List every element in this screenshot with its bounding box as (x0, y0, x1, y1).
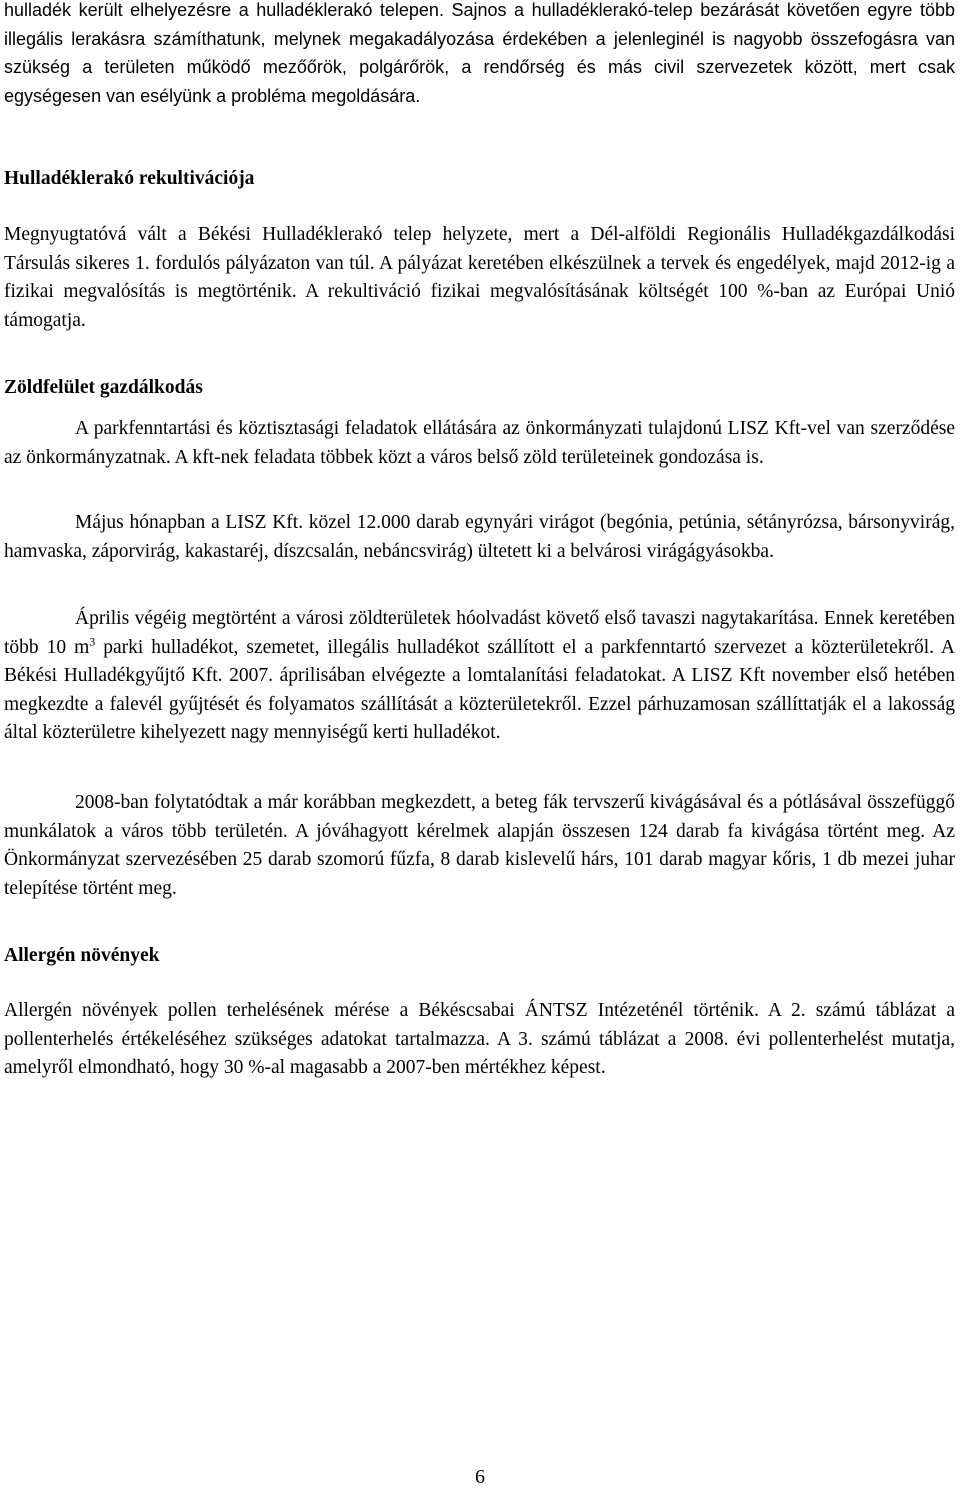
zoldfelulet-paragraph-1: A parkfenntartási és köztisztasági feladatok ellátására az önkormányzati tulajdonú LISZ Kft-vel van szerződése az önkormányzatnak. A kft-nek feladata többek közt a város belső zöld területeinek gondozása is. (4, 418, 955, 468)
paragraph-3-text-end: parki hulladékot, szemetet, illegális hulladékot szállított el a parkfenntartó szervezet a közterületekről. A Békési Hulladékgyűjtő Kft. 2007. áprilisában elvégezte a lomtalanítási feladatokat. A LISZ Kft november első hetében megkezdte a falevél gyűjtését és folyamatos szállítását a közterületekről. Ezzel párhuzamosan szállíttatják el a lakosság által közterületre kihelyezett nagy mennyiségű kerti hulladékot. (4, 636, 955, 743)
rekultivacio-paragraph: Megnyugtatóvá vált a Békési Hulladéklerakó telep helyzete, mert a Dél-alföldi Regionális Hulladékgazdálkodási Társulás sikeres 1. fordulós pályázaton van túl. A pályázat keretében elkészülnek a tervek és engedélyek, majd 2012-ig a fizikai megvalósítás is megtörténik. A rekultiváció fizikai megvalósításának költségét 100 %-ban az Európai Unió támogatja. (4, 224, 955, 331)
section-heading-zoldfelulet: Zöldfelület gazdálkodás (4, 377, 203, 398)
section-heading-rekultivacio: Hulladéklerakó rekultivációja (4, 168, 255, 189)
zoldfelulet-paragraph-4: 2008-ban folytatódtak a már korábban megkezdett, a beteg fák tervszerű kivágásával és a pótlásával összefüggő munkálatok a város több területén. A jóváhagyott kérelmek alapján összesen 124 darab fa kivágása történt meg. Az Önkormányzat szervezésében 25 darab szomorú fűzfa, 8 darab kislevelű hárs, 101 darab magyar kőris, 1 db mezei juhar telepítése történt meg. (4, 792, 955, 899)
intro-paragraph: hulladék került elhelyezésre a hulladéklerakó telepen. Sajnos a hulladéklerakó-telep bezárását követően egyre több illegális lerakásra számíthatunk, melynek megakadályozása érdekében a jelenleginél is nagyobb összefogásra van szükség a területen működő mezőőrök, polgárőrök, a rendőrség és más civil szervezetek között, mert csak egységesen van esélyünk a probléma megoldására. (4, 0, 955, 106)
paragraph-3-text-start: Április végéig megtörtént a városi zöldterületek hóolvadást követő első tavaszi nagytakarítása. Ennek keretében több 10 m (4, 608, 955, 658)
section-heading-allergen: Allergén növények (4, 945, 160, 966)
page-number: 6 (475, 1466, 485, 1488)
superscript-3: 3 (89, 634, 96, 648)
zoldfelulet-paragraph-2: Május hónapban a LISZ Kft. közel 12.000 darab egynyári virágot (begónia, petúnia, sétányrózsa, bársonyvirág, hamvaska, záporvirág, kakastaréj, díszcsalán, nebáncsvirág) ültetett ki a belvárosi virágágyásokba. (4, 512, 955, 562)
zoldfelulet-paragraph-3 (4, 605, 955, 748)
allergen-paragraph: Allergén növények pollen terhelésének mérése a Békéscsabai ÁNTSZ Intézeténél történik. A 2. számú táblázat a pollenterhelés értékeléséhez szükséges adatokat tartalmazza. A 3. számú táblázat a 2008. évi pollenterhelést mutatja, amelyről elmondható, hogy 30 %-al magasabb a 2007-ben mértékhez képest. (4, 1000, 955, 1078)
